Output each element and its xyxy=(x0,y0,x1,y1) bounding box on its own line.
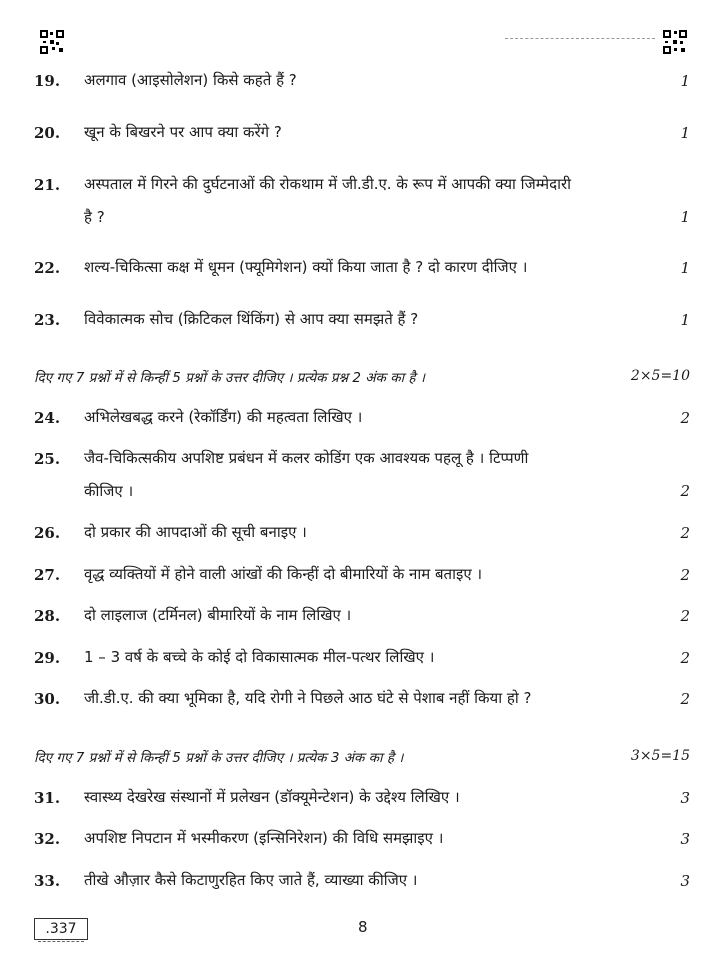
question-mark: 2 xyxy=(680,409,690,427)
question-mark: 3 xyxy=(680,830,690,848)
question-number: 23. xyxy=(34,311,61,329)
qr-code-icon xyxy=(40,30,64,54)
section-instruction: दिए गए 7 प्रश्नों में से किन्हीं 5 प्रश्नों के उत्तर दीजिए । प्रत्येक 3 अंक का है । xyxy=(34,750,404,766)
question-mark: 1 xyxy=(680,72,690,90)
question-text-line: जैव-चिकित्सकीय अपशिष्ट प्रबंधन में कलर कोडिंग एक आवश्यक पहलू है । टिप्पणी xyxy=(84,449,529,467)
page-number: 8 xyxy=(358,918,368,936)
question-text: दो लाइलाज (टर्मिनल) बीमारियों के नाम लिखिए । xyxy=(84,606,352,624)
question-number: 27. xyxy=(34,566,61,584)
question-mark: 2 xyxy=(680,607,690,625)
question-number: 30. xyxy=(34,690,61,708)
question-mark: 2 xyxy=(680,482,690,500)
question-number: 19. xyxy=(34,72,61,90)
question-text: स्वास्थ्य देखरेख संस्थानों में प्रलेखन (डॉक्यूमेन्टेशन) के उद्देश्य लिखिए । xyxy=(84,788,460,806)
question-number: 26. xyxy=(34,524,61,542)
question-number: 21. xyxy=(34,176,61,194)
qr-code-icon xyxy=(663,30,687,54)
question-text-line: कीजिए । xyxy=(84,482,134,500)
section-marks: 3×5=15 xyxy=(630,748,690,764)
question-number: 31. xyxy=(34,789,61,807)
question-text: दो प्रकार की आपदाओं की सूची बनाइए । xyxy=(84,523,307,541)
question-number: 24. xyxy=(34,409,61,427)
paper-code-box: .337 xyxy=(34,918,88,940)
question-number: 25. xyxy=(34,450,61,468)
question-text-line: अस्पताल में गिरने की दुर्घटनाओं की रोकथाम में जी.डी.ए. के रूप में आपकी क्या जिम्मेदारी xyxy=(84,175,572,193)
question-text: अपशिष्ट निपटान में भस्मीकरण (इन्सिनिरेशन) की विधि समझाइए । xyxy=(84,829,444,847)
question-text: खून के बिखरने पर आप क्या करेंगे ? xyxy=(84,123,282,141)
section-instruction: दिए गए 7 प्रश्नों में से किन्हीं 5 प्रश्नों के उत्तर दीजिए । प्रत्येक प्रश्न 2 अंक का है । xyxy=(34,370,425,386)
question-mark: 1 xyxy=(680,124,690,142)
question-number: 28. xyxy=(34,607,61,625)
question-text: विवेकात्मक सोच (क्रिटिकल थिंकिंग) से आप क्या समझते हैं ? xyxy=(84,310,419,328)
question-mark: 1 xyxy=(680,208,690,226)
question-number: 22. xyxy=(34,259,61,277)
question-number: 29. xyxy=(34,649,61,667)
question-mark: 2 xyxy=(680,524,690,542)
question-mark: 3 xyxy=(680,872,690,890)
section-marks: 2×5=10 xyxy=(630,368,690,384)
question-mark: 3 xyxy=(680,789,690,807)
question-number: 33. xyxy=(34,872,61,890)
question-text: अलगाव (आइसोलेशन) किसे कहते हैं ? xyxy=(84,71,297,89)
question-number: 32. xyxy=(34,830,61,848)
question-text: शल्य-चिकित्सा कक्ष में धूमन (फ्यूमिगेशन) क्यों किया जाता है ? दो कारण दीजिए । xyxy=(84,258,528,276)
question-text-line: है ? xyxy=(84,208,105,226)
question-text: जी.डी.ए. की क्या भूमिका है, यदि रोगी ने पिछले आठ घंटे से पेशाब नहीं किया हो ? xyxy=(84,689,532,707)
question-text: 1 – 3 वर्ष के बच्चे के कोई दो विकासात्मक मील-पत्थर लिखिए । xyxy=(84,648,435,666)
question-mark: 1 xyxy=(680,311,690,329)
question-text: वृद्ध व्यक्तियों में होने वाली आंखों की किन्हीं दो बीमारियों के नाम बताइए । xyxy=(84,565,483,583)
question-text xyxy=(84,168,654,234)
header-dashed-line xyxy=(505,38,655,39)
question-mark: 2 xyxy=(680,690,690,708)
question-mark: 2 xyxy=(680,566,690,584)
question-text xyxy=(84,442,654,508)
question-text: अभिलेखबद्ध करने (रेकॉर्डिंग) की महत्वता लिखिए । xyxy=(84,408,363,426)
question-mark: 1 xyxy=(680,259,690,277)
question-text: तीखे औज़ार कैसे किटाणुरहित किए जाते हैं, व्याख्या कीजिए । xyxy=(84,871,418,889)
question-number: 20. xyxy=(34,124,61,142)
question-mark: 2 xyxy=(680,649,690,667)
